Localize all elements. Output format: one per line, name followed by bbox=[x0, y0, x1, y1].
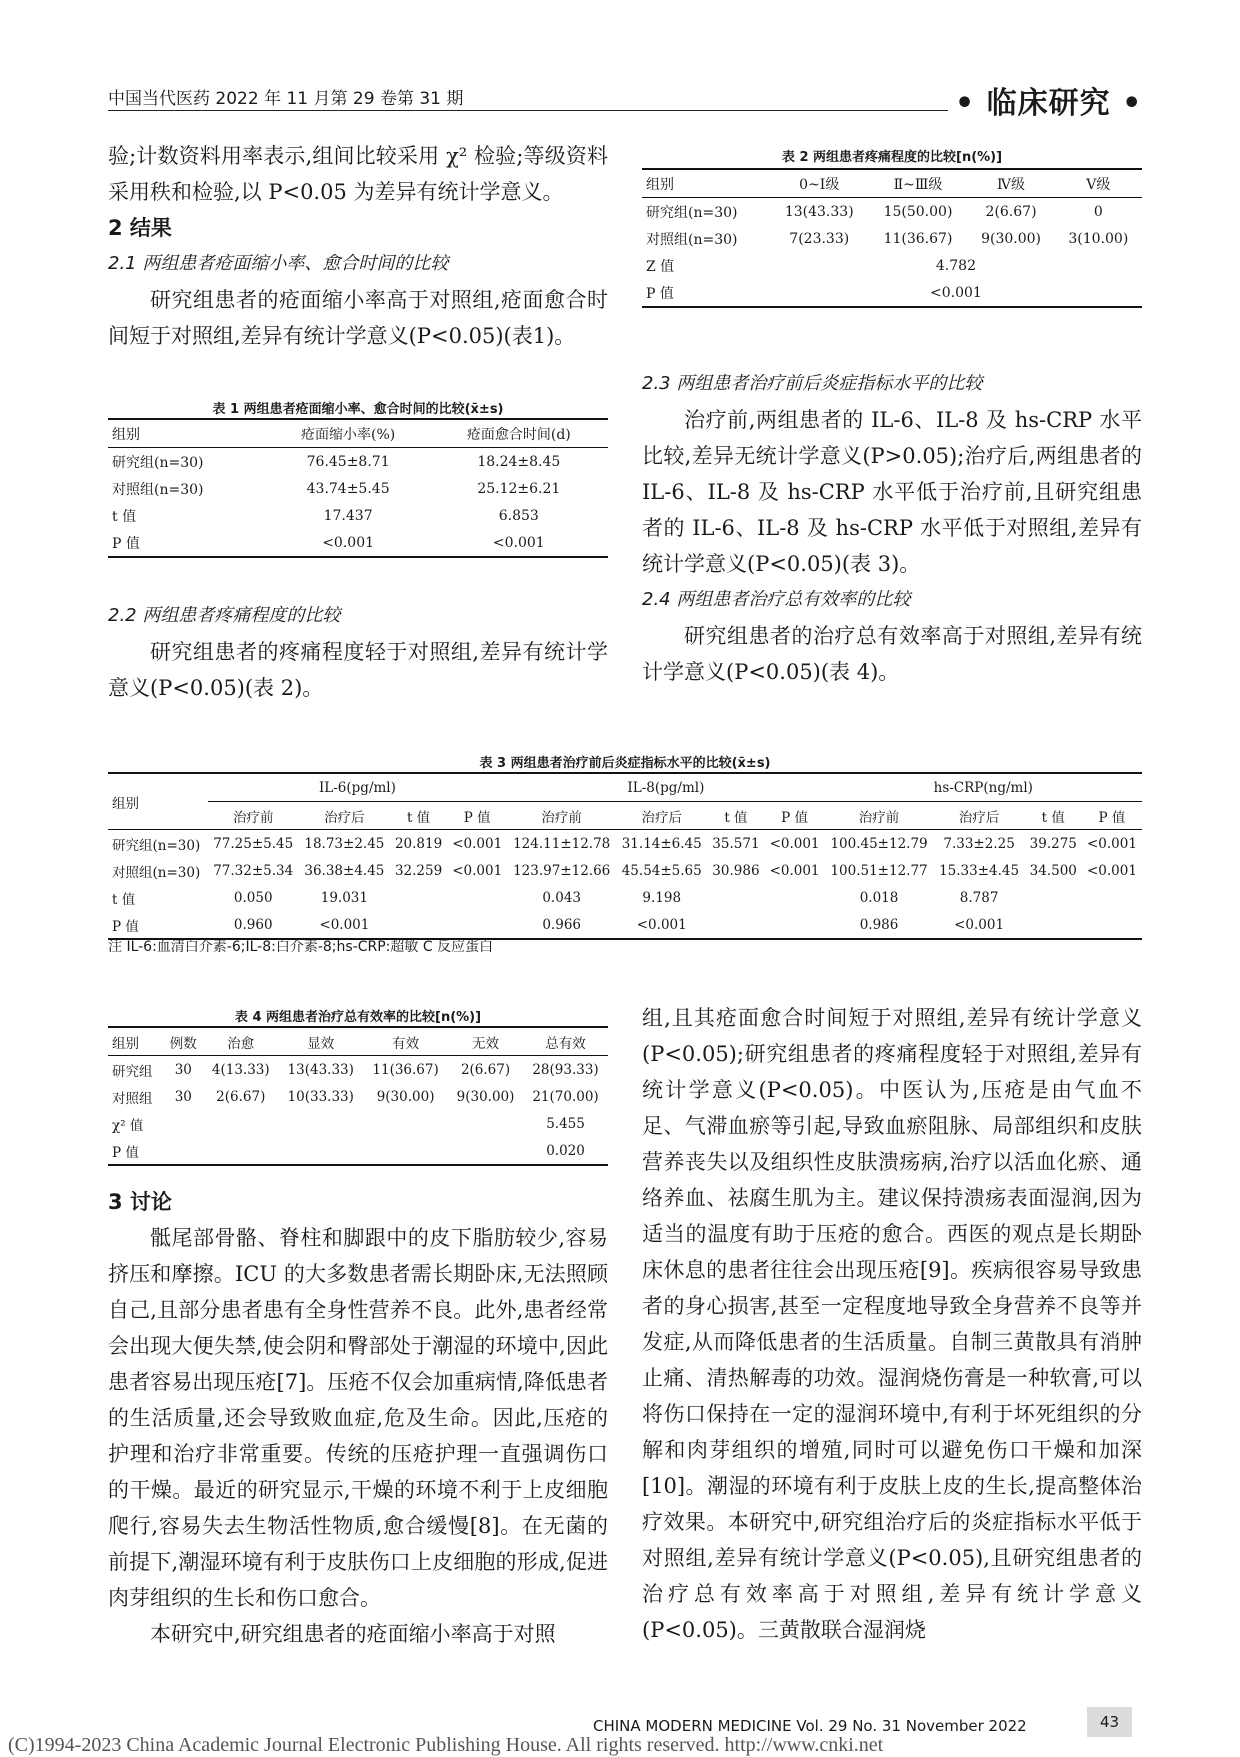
table-cell: 19.031 bbox=[320, 889, 368, 906]
table4-header: 有效 bbox=[392, 1035, 420, 1052]
table-cell: <0.001 bbox=[1086, 835, 1137, 852]
table3-subheader: 治疗前 bbox=[858, 809, 900, 826]
table-cell: <0.001 bbox=[319, 916, 370, 933]
table-cell: 0.043 bbox=[542, 889, 581, 906]
table3-subheader: t 值 bbox=[406, 809, 431, 826]
table2-header-grade2: Ⅱ~Ⅲ级 bbox=[893, 176, 943, 193]
table-cell: 0.960 bbox=[233, 916, 273, 933]
table-cell: 11(36.67) bbox=[883, 230, 953, 247]
table-cell bbox=[1082, 911, 1142, 939]
table-cell: 11(36.67) bbox=[372, 1061, 439, 1078]
table-cell bbox=[707, 911, 764, 939]
table-cell: 45.54±5.65 bbox=[621, 862, 702, 879]
section-2-2-heading: 2.2 两组患者疼痛程度的比较 bbox=[108, 605, 341, 626]
table3-subheader: 治疗后 bbox=[324, 809, 365, 826]
table-cell: 28(93.33) bbox=[532, 1061, 599, 1078]
table-cell bbox=[390, 911, 447, 939]
discussion-paragraph-3: 组,且其疮面愈合时间短于对照组,差异有统计学意义(P<0.05);研究组患者的疼痛程度轻于对照组,差异有统计学意义(P<0.05)。中医认为,压疮是由气血不足、气滞血瘀等引起,导致血瘀阻脉、局部组织和皮肤营养丧失以及组织性皮肤溃疡病,治疗以活血化瘀、通络养血、祛腐生肌为主。建议保持溃疡表面湿润,因为适当的温度有助于压疮的愈合。西医的观点是长期卧床休息的患者往往会出现压疮[9]。疾病很容易导致患者的身心损害,甚至一定程度地导致全身营养不良等并发症,从而降低患者的生活质量。自制三黄散具有消肿止痛、清热解毒的功效。湿润烧伤膏是一种软膏,可以将伤口保持在一定的湿润环境中,有利于坏死组织的分解和肉芽组织的增殖,同时可以避免伤口干燥和加深[10]。潮湿的环境有利于皮肤上皮的生长,提高整体治疗效果。本研究中,研究组治疗后的炎症指标水平低于对照组,差异有统计学意义(P<0.05),且研究组患者的治疗总有效率高于对照组,差异有统计学意义(P<0.05)。三黄散联合湿润烧 bbox=[642, 1006, 1142, 1642]
table-cell: 34.500 bbox=[1029, 862, 1077, 879]
table3-subheader: 治疗后 bbox=[958, 809, 1000, 826]
table3-header-group: 组别 bbox=[108, 773, 208, 830]
table-row bbox=[108, 502, 608, 529]
table4-header: 例数 bbox=[169, 1035, 197, 1052]
table-cell: 6.853 bbox=[498, 507, 539, 524]
table-cell: 32.259 bbox=[394, 862, 443, 879]
table-row bbox=[108, 448, 608, 476]
table3-subheader: t 值 bbox=[724, 809, 748, 826]
table-cell: <0.001 bbox=[452, 862, 503, 879]
table-row bbox=[108, 1083, 608, 1110]
table-cell: 13(43.33) bbox=[287, 1061, 354, 1078]
table-cell: 18.24±8.45 bbox=[477, 453, 561, 470]
table3 bbox=[108, 772, 1142, 940]
table4-header: 治愈 bbox=[227, 1035, 255, 1052]
table-row bbox=[108, 529, 608, 557]
table4 bbox=[108, 1026, 608, 1166]
table-cell: 17.437 bbox=[323, 507, 373, 524]
table-cell: Z 值 bbox=[646, 258, 675, 275]
section-2-1-paragraph: 研究组患者的疮面缩小率高于对照组,疮面愈合时间短于对照组,差异有统计学意义(P<0.05)(表1)。 bbox=[108, 288, 608, 348]
table-cell: 31.14±6.45 bbox=[621, 835, 702, 852]
table3-subheader: P 值 bbox=[1098, 809, 1126, 826]
right-column-mid bbox=[642, 366, 1142, 690]
table-cell: 2(6.67) bbox=[985, 203, 1037, 220]
table3-subheader: t 值 bbox=[1041, 809, 1065, 826]
table-row bbox=[108, 857, 1142, 884]
section-2-3-heading: 2.3 两组患者治疗前后炎症指标水平的比较 bbox=[642, 373, 983, 394]
table-cell: 10(33.33) bbox=[287, 1088, 354, 1105]
table-cell: <0.001 bbox=[492, 534, 545, 551]
table-cell: 9(30.00) bbox=[456, 1088, 515, 1105]
table-cell: 100.45±12.79 bbox=[830, 835, 928, 852]
table2-header-grade5: Ⅴ级 bbox=[1086, 176, 1111, 193]
table-cell bbox=[163, 1137, 523, 1165]
table3-subheader: P 值 bbox=[781, 809, 808, 826]
section-label: • 临床研究 • bbox=[955, 86, 1143, 121]
running-header: 中国当代医药 2022 年 11 月第 29 卷第 31 期 bbox=[108, 89, 464, 109]
table-cell: 对照组(n=30) bbox=[112, 481, 204, 498]
table1 bbox=[108, 418, 608, 558]
table-cell bbox=[707, 884, 764, 911]
table-cell: 18.73±2.45 bbox=[304, 835, 385, 852]
table-cell: 研究组(n=30) bbox=[112, 837, 201, 854]
journal-footer: CHINA MODERN MEDICINE Vol. 29 No. 31 November 2022 bbox=[593, 1717, 1027, 1735]
header-rule bbox=[108, 110, 948, 111]
table-cell: 77.32±5.34 bbox=[213, 862, 294, 879]
table-cell: 76.45±8.71 bbox=[306, 453, 390, 470]
table-cell: P 值 bbox=[112, 535, 140, 552]
table-cell: 13(43.33) bbox=[784, 203, 854, 220]
table-cell bbox=[163, 1110, 523, 1137]
table4-header: 显效 bbox=[307, 1035, 335, 1052]
table-cell: t 值 bbox=[112, 508, 137, 525]
table-cell: 5.455 bbox=[546, 1115, 585, 1132]
table-cell: 4(13.33) bbox=[211, 1061, 270, 1078]
table-cell: 15.33±4.45 bbox=[939, 862, 1020, 879]
table-cell: 研究组(n=30) bbox=[646, 204, 738, 221]
table3-header-hscrp: hs-CRP(ng/ml) bbox=[825, 773, 1142, 802]
table-cell: 研究组(n=30) bbox=[112, 454, 204, 471]
table3-caption: 表 3 两组患者治疗前后炎症指标水平的比较(x̄±s) bbox=[479, 756, 771, 771]
table3-note: 注 IL-6:血清白介素-6;IL-8:白介素-8;hs-CRP:超敏 C 反应蛋白 bbox=[108, 939, 494, 955]
table-cell: 对照组(n=30) bbox=[112, 864, 201, 881]
table-cell: <0.001 bbox=[1086, 862, 1137, 879]
table-cell: χ² 值 bbox=[112, 1117, 144, 1134]
table-cell bbox=[447, 884, 507, 911]
section-2-1-heading: 2.1 两组患者疮面缩小率、愈合时间的比较 bbox=[108, 253, 449, 274]
table-cell: 2(6.67) bbox=[460, 1061, 511, 1078]
table-cell: t 值 bbox=[112, 891, 136, 908]
table-cell: <0.001 bbox=[452, 835, 503, 852]
table-cell: 123.97±12.66 bbox=[513, 862, 611, 879]
section-2-2-paragraph: 研究组患者的疼痛程度轻于对照组,差异有统计学意义(P<0.05)(表 2)。 bbox=[108, 640, 608, 700]
discussion-left bbox=[108, 1184, 608, 1652]
table-cell: <0.001 bbox=[954, 916, 1005, 933]
left-column-top bbox=[108, 138, 608, 354]
table-cell: 0.050 bbox=[233, 889, 273, 906]
table-row bbox=[642, 198, 1142, 226]
table-cell: 9(30.00) bbox=[981, 230, 1041, 247]
table-cell bbox=[447, 911, 507, 939]
table1-header-group: 组别 bbox=[112, 426, 140, 443]
table2-header-group: 组别 bbox=[646, 176, 674, 193]
table-cell: 124.11±12.78 bbox=[513, 835, 611, 852]
table-cell: 43.74±5.45 bbox=[306, 480, 390, 497]
table-cell: <0.001 bbox=[930, 284, 982, 301]
table-cell: 77.25±5.45 bbox=[213, 835, 294, 852]
table-row bbox=[108, 1056, 608, 1084]
table-cell: 8.787 bbox=[959, 889, 999, 906]
table4-header: 组别 bbox=[112, 1035, 139, 1052]
table4-header: 无效 bbox=[472, 1035, 500, 1052]
table-cell bbox=[1025, 911, 1082, 939]
section-2-4-heading: 2.4 两组患者治疗总有效率的比较 bbox=[642, 589, 911, 610]
table-cell: 21(70.00) bbox=[532, 1088, 599, 1105]
table-cell: 30 bbox=[174, 1088, 192, 1105]
table-cell: 36.38±4.45 bbox=[304, 862, 385, 879]
table-row bbox=[108, 911, 1142, 939]
table3-header-il8: IL-8(pg/ml) bbox=[507, 773, 824, 802]
table-row bbox=[642, 279, 1142, 307]
table-cell bbox=[390, 884, 447, 911]
section-2-3-paragraph: 治疗前,两组患者的 IL-6、IL-8 及 hs-CRP 水平比较,差异无统计学意义(P>0.05);治疗后,两组患者的 IL-6、IL-8 及 hs-CRP 水平低于治疗前,且研究组患者的 IL-6、IL-8 及 hs-CRP 水平低于对照组,差异有统计学意义(P<0.05)(表 3)。 bbox=[642, 408, 1142, 576]
table-cell: 4.782 bbox=[935, 257, 976, 274]
table-cell: <0.001 bbox=[322, 534, 375, 551]
table-cell: 对照组 bbox=[112, 1090, 153, 1107]
table-cell: 对照组(n=30) bbox=[646, 231, 738, 248]
table3-header-il6: IL-6(pg/ml) bbox=[208, 773, 508, 802]
table-cell: <0.001 bbox=[769, 862, 820, 879]
table-cell: 0 bbox=[1093, 203, 1103, 220]
table-cell bbox=[765, 884, 825, 911]
table-row bbox=[642, 252, 1142, 279]
section-2-4-paragraph: 研究组患者的治疗总有效率高于对照组,差异有统计学意义(P<0.05)(表 4)。 bbox=[642, 624, 1142, 684]
table-row bbox=[108, 830, 1142, 858]
table-cell: 9(30.00) bbox=[376, 1088, 435, 1105]
table-cell: P 值 bbox=[646, 285, 674, 302]
table-cell bbox=[765, 911, 825, 939]
table1-header-time: 疮面愈合时间(d) bbox=[466, 426, 571, 443]
table-cell: 3(10.00) bbox=[1068, 230, 1129, 247]
table-cell: 研究组 bbox=[112, 1063, 153, 1080]
table2-header-grade4: Ⅳ级 bbox=[997, 176, 1026, 193]
table-cell: 25.12±6.21 bbox=[477, 480, 561, 497]
table-cell: 100.51±12.77 bbox=[830, 862, 928, 879]
table-cell: 0.018 bbox=[859, 889, 899, 906]
table3-subheader: 治疗后 bbox=[641, 809, 682, 826]
table-cell: 30.986 bbox=[712, 862, 760, 879]
table-cell: P 值 bbox=[112, 1144, 139, 1161]
table-cell bbox=[1025, 884, 1082, 911]
copyright-notice: (C)1994-2023 China Academic Journal Electronic Publishing House. All rights reserved. http://www.cnki.net bbox=[8, 1734, 884, 1756]
table-cell: <0.001 bbox=[769, 835, 820, 852]
discussion-right bbox=[642, 1000, 1142, 1648]
table1-caption: 表 1 两组患者疮面缩小率、愈合时间的比较(x̄±s) bbox=[212, 402, 504, 417]
table-cell: 7.33±2.25 bbox=[943, 835, 1015, 852]
page-number: 43 bbox=[1087, 1707, 1132, 1737]
table-row bbox=[642, 225, 1142, 252]
table-cell: 0.986 bbox=[859, 916, 899, 933]
results-heading: 2 结果 bbox=[108, 216, 172, 240]
table-cell bbox=[1082, 884, 1142, 911]
table3-subheader: P 值 bbox=[463, 809, 491, 826]
table-cell: <0.001 bbox=[636, 916, 687, 933]
discussion-heading: 3 讨论 bbox=[108, 1190, 172, 1214]
table3-subheader: 治疗前 bbox=[541, 809, 582, 826]
table4-header: 总有效 bbox=[545, 1035, 586, 1052]
table-cell: 20.819 bbox=[394, 835, 443, 852]
table-row bbox=[108, 884, 1142, 911]
table-cell: 9.198 bbox=[642, 889, 682, 906]
table3-subheader: 治疗前 bbox=[232, 809, 274, 826]
table2-header-grade1: 0~Ⅰ级 bbox=[799, 176, 840, 193]
left-column-mid bbox=[108, 598, 608, 706]
table-cell: 30 bbox=[174, 1061, 192, 1078]
table4-caption: 表 4 两组患者治疗总有效率的比较[n(%)] bbox=[234, 1010, 482, 1025]
table2-caption: 表 2 两组患者疼痛程度的比较[n(%)] bbox=[781, 150, 1003, 165]
methods-tail-paragraph: 验;计数资料用率表示,组间比较采用 χ² 检验;等级资料采用秩和检验,以 P<0.05 为差异有统计学意义。 bbox=[108, 144, 608, 204]
discussion-paragraph-1: 骶尾部骨骼、脊柱和脚跟中的皮下脂肪较少,容易挤压和摩擦。ICU 的大多数患者需长期卧床,无法照顾自己,且部分患者患有全身性营养不良。此外,患者经常会出现大便失禁,使会阴和臀部处于潮湿的环境中,因此患者容易出现压疮[7]。压疮不仅会加重病情,降低患者的生活质量,还会导致败血症,危及生命。因此,压疮的护理和治疗非常重要。传统的压疮护理一直强调伤口的干燥。最近的研究显示,干燥的环境不利于上皮细胞爬行,容易失去生物活性物质,愈合缓慢[8]。在无菌的前提下,潮湿环境有利于皮肤伤口上皮细胞的形成,促进肉芽组织的生长和伤口愈合。 bbox=[108, 1226, 608, 1610]
table-cell: 15(50.00) bbox=[883, 203, 953, 220]
table-row bbox=[108, 1110, 608, 1137]
table-row bbox=[108, 1137, 608, 1165]
table-cell: 0.966 bbox=[542, 916, 581, 933]
table2 bbox=[642, 168, 1142, 308]
table1-header-rate: 疮面缩小率(%) bbox=[301, 426, 396, 443]
discussion-paragraph-2: 本研究中,研究组患者的疮面缩小率高于对照 bbox=[150, 1622, 556, 1646]
table-cell: 35.571 bbox=[712, 835, 760, 852]
table-row bbox=[108, 475, 608, 502]
table-cell: P 值 bbox=[112, 918, 139, 935]
table-cell: 0.020 bbox=[546, 1142, 585, 1159]
table-cell: 2(6.67) bbox=[216, 1088, 266, 1105]
table-cell: 7(23.33) bbox=[789, 230, 850, 247]
table-cell: 39.275 bbox=[1029, 835, 1077, 852]
